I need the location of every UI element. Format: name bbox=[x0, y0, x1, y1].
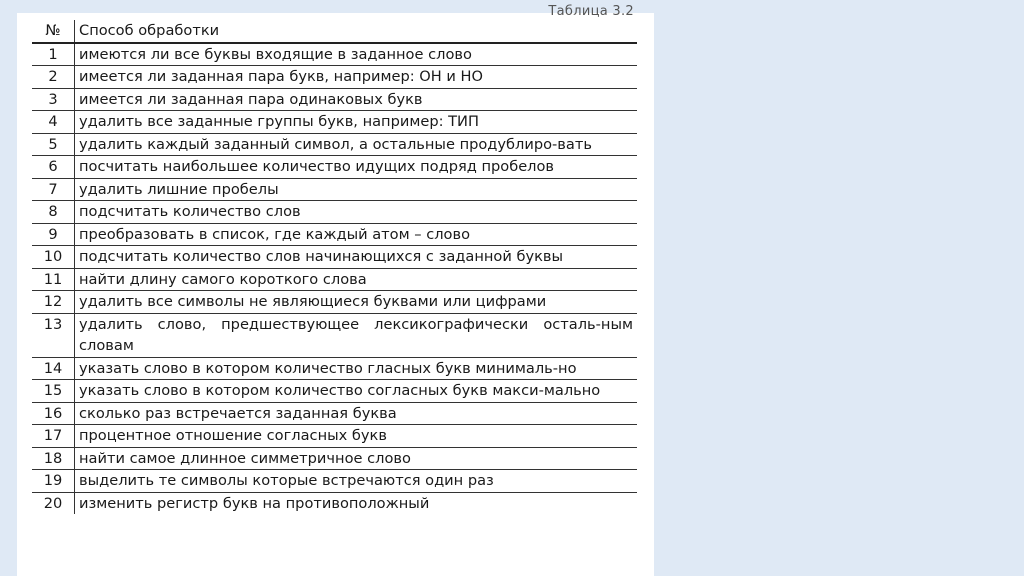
row-method: имеются ли все буквы входящие в заданное слово bbox=[75, 43, 638, 66]
table-row bbox=[32, 111, 637, 134]
row-number: 14 bbox=[32, 357, 75, 380]
row-method: изменить регистр букв на противоположный bbox=[75, 492, 638, 514]
row-method: преобразовать в список, где каждый атом – слово bbox=[75, 223, 638, 246]
table-row bbox=[32, 246, 637, 269]
row-method: имеется ли заданная пара одинаковых букв bbox=[75, 88, 638, 111]
table-row bbox=[32, 447, 637, 470]
row-method: посчитать наибольшее количество идущих подряд пробелов bbox=[75, 156, 638, 179]
document-page bbox=[17, 4, 654, 576]
table-row bbox=[32, 156, 637, 179]
processing-methods-table bbox=[32, 20, 637, 514]
row-method: найти длину самого короткого слова bbox=[75, 268, 638, 291]
table-row bbox=[32, 43, 637, 66]
row-method: удалить все заданные группы букв, например: ТИП bbox=[75, 111, 638, 134]
row-method: удалить все символы не являющиеся буквами или цифрами bbox=[75, 291, 638, 314]
row-number: 13 bbox=[32, 313, 75, 357]
row-method: сколько раз встречается заданная буква bbox=[75, 402, 638, 425]
table-row bbox=[32, 291, 637, 314]
table-row bbox=[32, 402, 637, 425]
row-number: 9 bbox=[32, 223, 75, 246]
row-number: 18 bbox=[32, 447, 75, 470]
row-number: 19 bbox=[32, 470, 75, 493]
row-method: указать слово в котором количество гласных букв минималь-но bbox=[75, 357, 638, 380]
row-method: указать слово в котором количество согласных букв макси-мально bbox=[75, 380, 638, 403]
row-number: 4 bbox=[32, 111, 75, 134]
table-caption: Таблица 3.2 bbox=[548, 4, 634, 19]
row-method: удалить слово, предшествующее лексикографически осталь-ным словам bbox=[75, 313, 638, 357]
row-number: 7 bbox=[32, 178, 75, 201]
row-method: процентное отношение согласных букв bbox=[75, 425, 638, 448]
row-number: 20 bbox=[32, 492, 75, 514]
row-number: 2 bbox=[32, 66, 75, 89]
table-row bbox=[32, 357, 637, 380]
row-number: 3 bbox=[32, 88, 75, 111]
table-row bbox=[32, 313, 637, 357]
table-row bbox=[32, 88, 637, 111]
row-method: удалить каждый заданный символ, а остальные продублиро-вать bbox=[75, 133, 638, 156]
header-method: Способ обработки bbox=[75, 20, 638, 43]
row-method: подсчитать количество слов bbox=[75, 201, 638, 224]
table-row bbox=[32, 268, 637, 291]
table-row bbox=[32, 492, 637, 514]
row-number: 5 bbox=[32, 133, 75, 156]
table-row bbox=[32, 178, 637, 201]
table-header-row bbox=[32, 20, 637, 43]
row-number: 17 bbox=[32, 425, 75, 448]
row-number: 11 bbox=[32, 268, 75, 291]
row-number: 12 bbox=[32, 291, 75, 314]
row-number: 6 bbox=[32, 156, 75, 179]
row-number: 1 bbox=[32, 43, 75, 66]
table-row bbox=[32, 223, 637, 246]
table-row bbox=[32, 470, 637, 493]
header-number: № bbox=[32, 20, 75, 43]
table-row bbox=[32, 66, 637, 89]
table-row bbox=[32, 380, 637, 403]
row-method: имеется ли заданная пара букв, например: ОН и НО bbox=[75, 66, 638, 89]
table-row bbox=[32, 133, 637, 156]
row-method: подсчитать количество слов начинающихся с заданной буквы bbox=[75, 246, 638, 269]
row-method: найти самое длинное симметричное слово bbox=[75, 447, 638, 470]
table-row bbox=[32, 425, 637, 448]
row-number: 16 bbox=[32, 402, 75, 425]
table-row bbox=[32, 201, 637, 224]
row-number: 10 bbox=[32, 246, 75, 269]
row-number: 8 bbox=[32, 201, 75, 224]
row-number: 15 bbox=[32, 380, 75, 403]
row-method: выделить те символы которые встречаются один раз bbox=[75, 470, 638, 493]
row-method: удалить лишние пробелы bbox=[75, 178, 638, 201]
